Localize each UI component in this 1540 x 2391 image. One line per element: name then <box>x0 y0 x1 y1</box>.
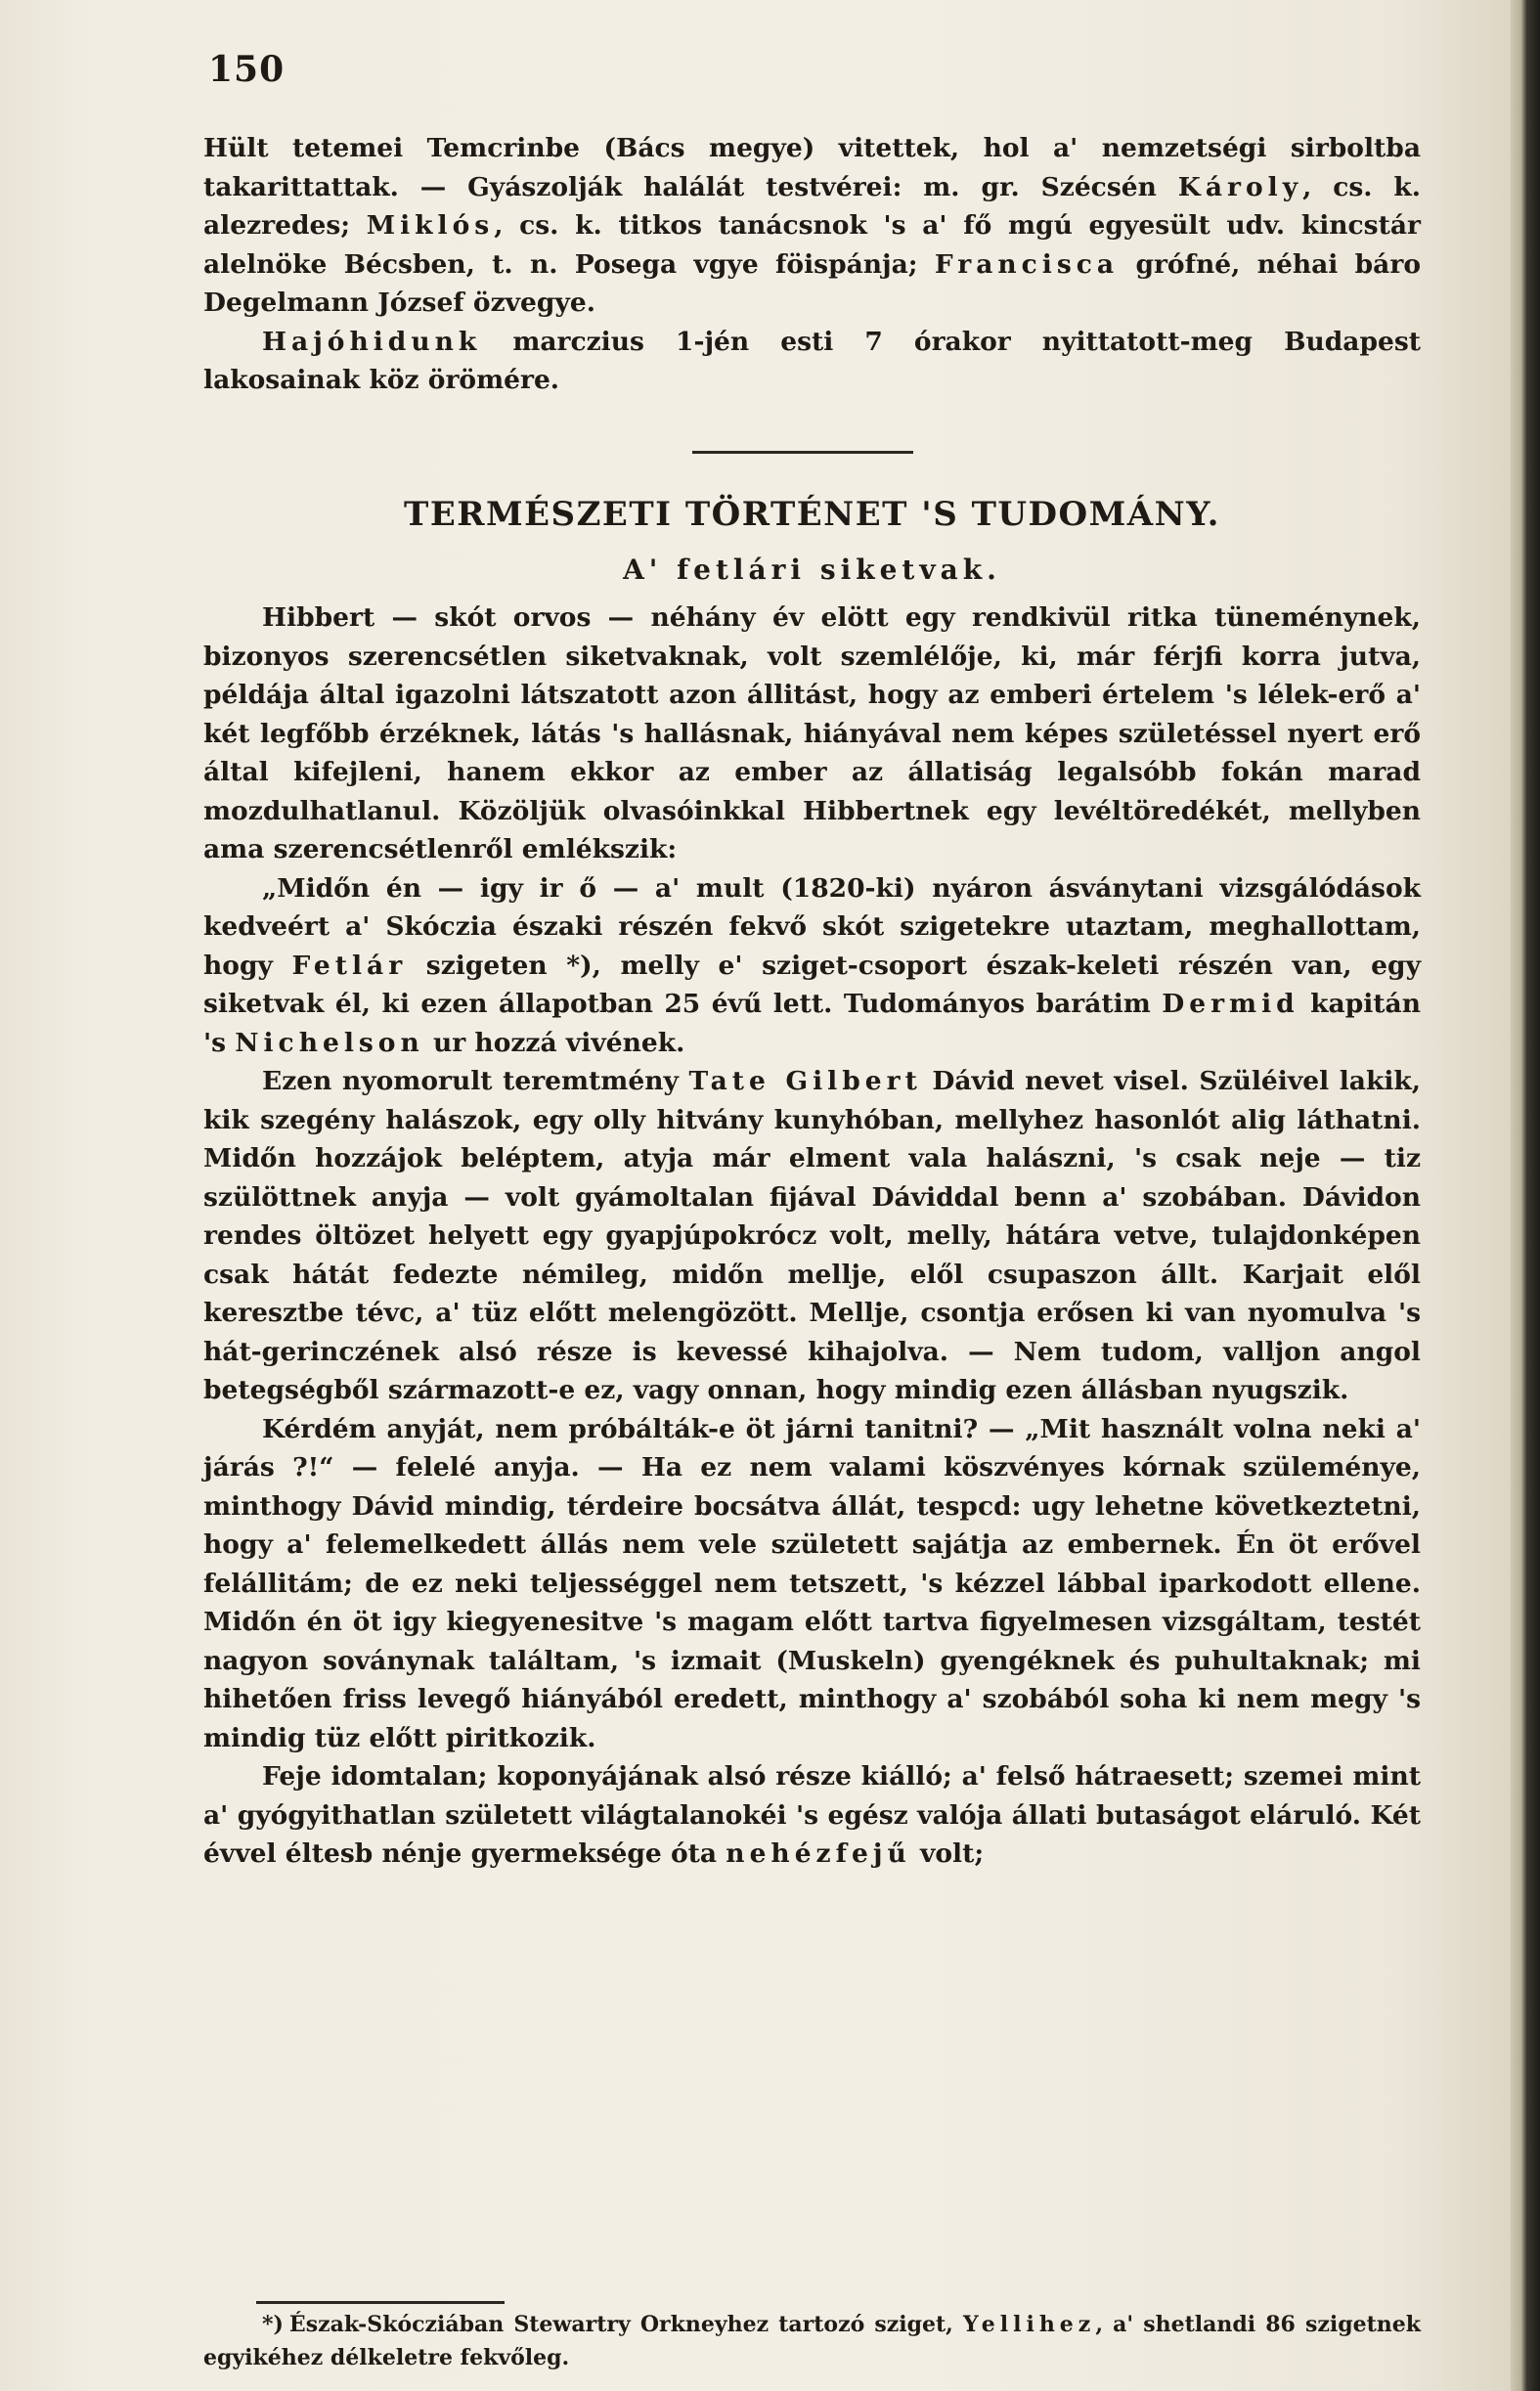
page-number: 150 <box>208 49 286 90</box>
body-paragraph-3 <box>203 1062 1421 1410</box>
body-p5-text-1: Feje idomtalan; koponyájának alsó része kiálló; a' felső hátraesett; szemei mint a' gyógyithatlan született világtalanokéi 's egész valója állati butaságot eláruló. Két évvel éltesb nénje gyermeksége óta <box>203 1761 1421 1869</box>
name-yellihez: Yellihez <box>962 2312 1096 2337</box>
article-subtitle: A' fetlári siketvak. <box>623 553 1001 586</box>
footnote-paragraph <box>203 2308 1421 2374</box>
intro-text-3: , cs. k. titkos tanácsnok 's a' fő mgú egyesült udv. kincstár alelnöke Bécsben, t. n. Posega vgye föispánja; <box>203 210 1421 280</box>
footnote-divider <box>256 2301 505 2304</box>
body-paragraph-1: Hibbert — skót orvos — néhány év elött egy rendkivül ritka tüneménynek, bizonyos szerencsétlen siketvaknak, volt szemlélője, ki, már férjfi korra jutva, példája által igazolni látszatott azon állitást, hogy az emberi értelem 's lélek-erő a' két legfőbb érzéknek, látás 's hallásnak, hiányával nem képes születéssel nyert erő által kifejleni, hanem ekkor az ember az állatiság legalsóbb fokán marad mozdulhatlanul. Közöljük olvasóinkkal Hibbertnek egy levéltöredékét, mellyben ama szerencsétlenről emlékszik: <box>203 602 1421 864</box>
intro-text-1: Hült tetemei Temcrinbe (Bács megye) vitettek, hol a' nemzetségi sirboltba takarittattak. — Gyászolják halálát testvérei: m. gr. Szécsén <box>203 133 1421 202</box>
name-miklos: Miklós <box>366 210 495 241</box>
body-paragraph-4: Kérdém anyját, nem próbálták-e öt járni tanitni? — „Mit használt volna neki a' járás ?!“ — felelé anyja. — Ha ez nem valami köszvényes kórnak szüleménye, minthogy Dávid mindig, térdeire bocsátva állát, tespcd: ugy lehetne következtetni, hogy a' felemelkedett állás nem vele született sajátja az embernek. Én öt erővel felállitám; de ez neki teljességgel nem tetszett, 's kézzel lábbal iparkodott ellene. Midőn én öt igy kiegyenesitve 's magam előtt tartva figyelmesen vizsgáltam, testét nagyon soványnak találtam, 's izmait (Muskeln) gyengéknek és puhultaknak; mi hihetően friss levegő hiányából eredett, minthogy a' szobából soha ki nem megy 's mindig tüz előtt piritkozik. <box>203 1413 1421 1753</box>
section-divider <box>692 451 913 454</box>
footnote-marker: *) <box>262 2312 284 2337</box>
body-p3-text-2: Dávid nevet visel. Szüléivel lakik, kik szegény halászok, egy olly hitvány kunyhóban, mellyhez hasonlót alig láthatni. Midőn hozzájok beléptem, atyja már elment vala halászni, 's csak neje — tiz szülöttnek anyja — volt gyámoltalan fijával Dáviddal benn a' szobában. Dávidon rendes öltözet helyett egy gyapjúpokrócz volt, melly, hátára vetve, tulajdonképen csak hátát fedezte némileg, midőn mellje, elől csupaszon állt. Karjait elől keresztbe tévc, a' tüz előtt melengözött. Mellje, csontja erősen ki van nyomulva 's hát-gerinczének alsó része is kevessé kihajolva. — Nem tudom, valljon angol betegségből származott-e ez, vagy onnan, hogy mindig ezen állásban nyugszik. <box>203 1066 1421 1405</box>
word-hajohidunk: Hajóhidunk <box>262 326 482 357</box>
body-paragraph-5 <box>203 1757 1421 1874</box>
body-p2-text-2: szigeten *), melly e' sziget-csoport észak-keleti részén van, egy siketvak él, ki ezen állapotban 25 évű lett. Tudományos barátim <box>203 950 1421 1019</box>
footnote <box>203 2308 1421 2374</box>
name-dermid: Dermid <box>1162 989 1299 1019</box>
intro-text-5: marczius 1-jén esti 7 órakor nyittatott-meg Budapest lakosainak köz örömére. <box>203 326 1421 395</box>
article-body <box>203 598 1421 1874</box>
body-paragraph-2 <box>203 869 1421 1063</box>
name-nichelson: Nichelson <box>235 1027 424 1058</box>
body-p5-text-2: volt; <box>910 1838 985 1869</box>
footnote-text-2: , a' shetlandi 86 szigetnek egyikéhez délkeletre fekvőleg. <box>203 2312 1421 2370</box>
book-spine-edge <box>1511 0 1540 2391</box>
body-p2-text-1: „Midőn én — igy ir ő — a' mult (1820-ki) nyáron ásványtani vizsgálódások kedveért a' Skóczia északi részén fekvő skót szigetekre utaztam, meghallottam, hogy <box>203 872 1421 981</box>
intro-paragraph-bridge <box>203 323 1421 400</box>
name-fetlar: Fetlár <box>291 950 408 981</box>
name-francisca: Francisca <box>934 248 1120 280</box>
section-title: TERMÉSZETI TÖRTÉNET 'S TUDOMÁNY. <box>404 495 1220 534</box>
word-nehezfeju: nehézfejű <box>726 1838 911 1869</box>
intro-text-4: grófné, néhai báro Degelmann József özvegye. <box>203 248 1421 318</box>
name-tate-gilbert: Tate Gilbert <box>688 1066 922 1096</box>
intro-paragraph-obituary <box>203 129 1421 323</box>
name-karoly: Károly <box>1177 171 1303 202</box>
footnote-text-1: Észak-Skócziában Stewartry Orkneyhez tartozó sziget, <box>288 2312 963 2337</box>
body-p2-text-3: kapitán 's <box>203 989 1421 1058</box>
body-p3-text-1: Ezen nyomorult teremtmény <box>262 1066 689 1096</box>
body-p2-text-4: ur hozzá vivének. <box>423 1027 685 1058</box>
intro-text-2: , cs. k. alezredes; <box>203 171 1422 241</box>
intro-section <box>203 129 1421 400</box>
